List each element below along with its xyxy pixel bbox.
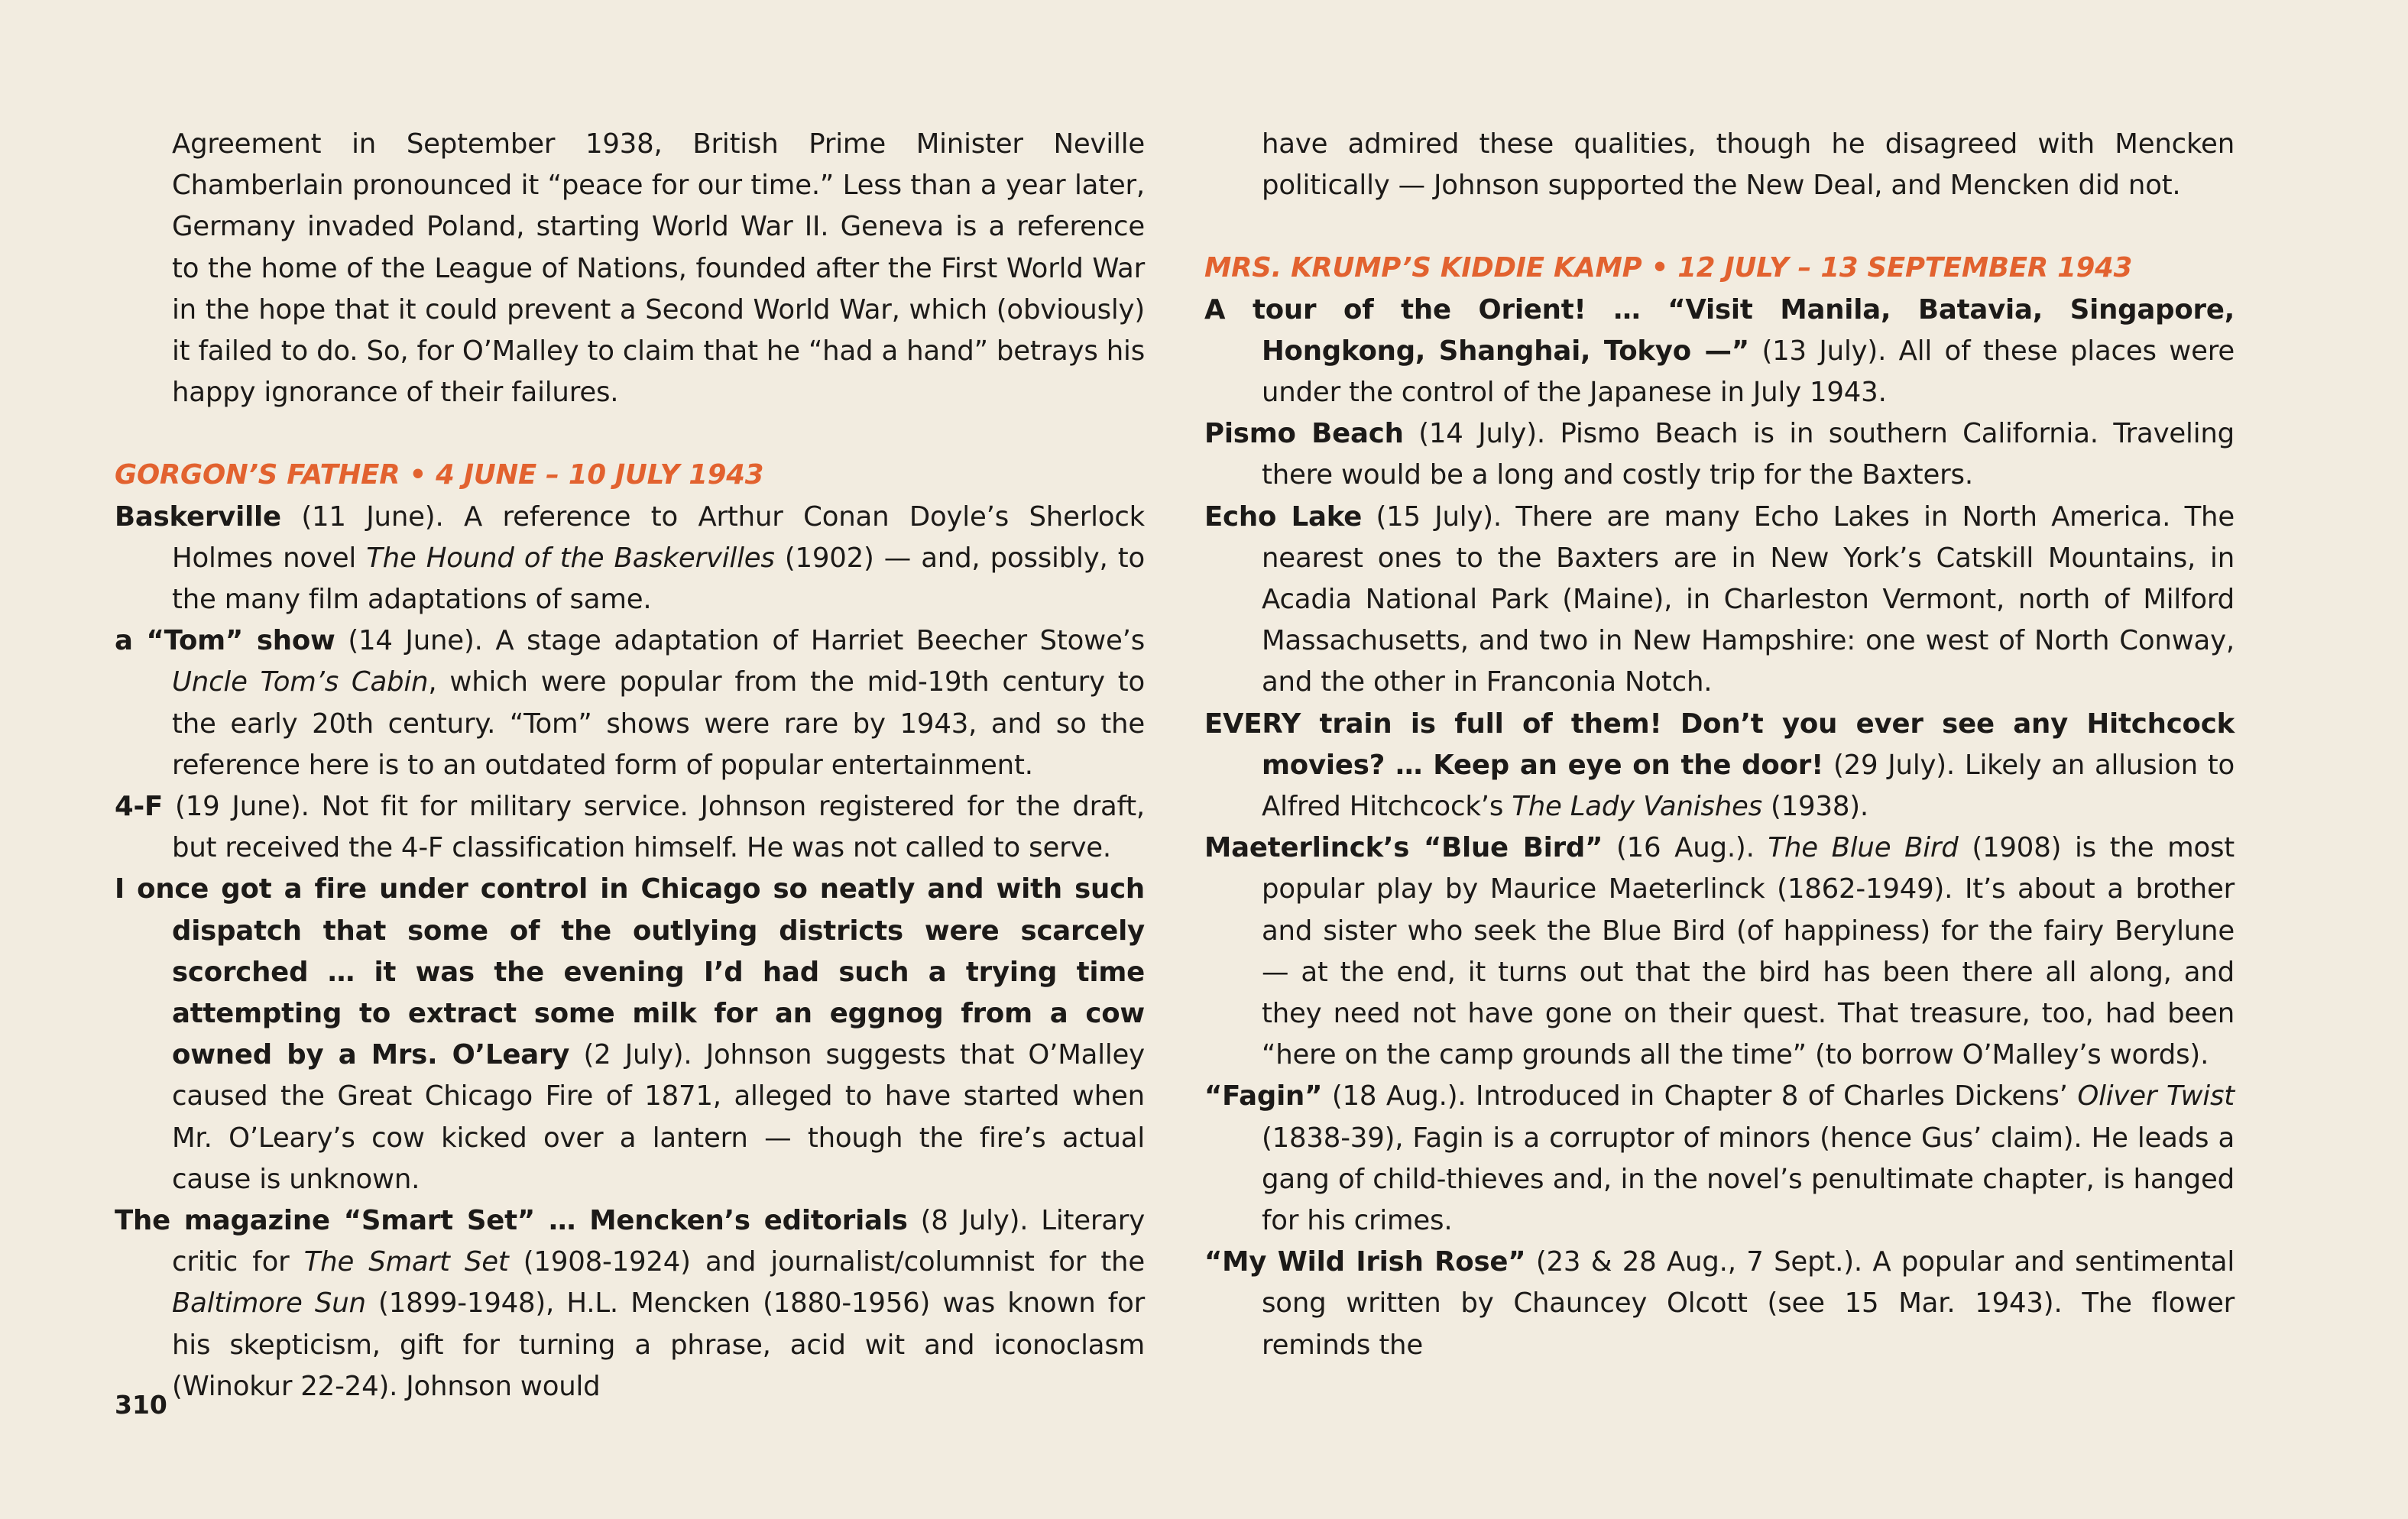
entry-text: (14 July). Pismo Beach is in southern California. Traveling there would be a long and costly trip for the Baxters. [1262,418,2235,491]
entry-text: (1838-39), Fagin is a corruptor of minors (hence Gus’ claim). He leads a gang of child-thieves and, in the novel’s penultimate chapter, is hanged for his crimes. [1262,1122,2235,1237]
entry-term: Maeterlinck’s “Blue Bird” [1204,832,1603,864]
entry-term: a “Tom” show [115,625,335,657]
entry-title: Uncle Tom’s Cabin [172,666,429,698]
entry-text: (11 June). A reference to Arthur Conan Doyle’s Sherlock Holmes novel [172,500,1145,574]
entry-term: Pismo Beach [1204,418,1404,450]
entry-text: (1908) is the most popular play by Maurice Maeterlinck (1862-1949). It’s about a brother and sister who seek the Blue Bird (of happiness) for the fairy Berylune — at the end, it turns out that the bird has been there all along, and they need not have gone on their quest. That treasure, too, had been “here on the camp grounds all the time” (to borrow O’Malley’s words). [1262,832,2235,1071]
entry-text: (19 June). Not fit for military service. Johnson registered for the draft, but received the 4-F classification himself. He was not called to serve. [163,791,1145,864]
entry-term: Echo Lake [1204,500,1363,533]
continuation-paragraph: have admired these qualities, though he disagreed with Mencken politically — Johnson supported the New Deal, and Mencken did not. [1262,128,2235,202]
left-column [115,124,1145,1407]
entry-title: The Blue Bird [1768,832,1959,864]
annotation-entry-wild-irish-rose [1204,1242,2235,1366]
entry-term: Baskerville [115,500,281,533]
entry-text: (13 July). All of these places were under the control of the Japanese in July 1943. [1262,335,2235,409]
entry-text: (8 July). Literary critic for [172,1205,1146,1278]
entry-text: (16 Aug.). [1603,832,1768,864]
entry-text: (15 July). There are many Echo Lakes in North America. The nearest ones to the Baxters are in New York’s Catskill Mountains, in Acadia National Park (Maine), in Charleston Vermont, north of Milford Massachusetts, and two in New Hampshire: one west of North Conway, and the other in Franconia Notch. [1262,500,2235,698]
entry-text: (1899-1948), H.L. Mencken (1880-1956) was known for his skepticism, gift for turning a phrase, acid wit and iconoclasm (Winokur 22-24). Johnson would [172,1287,1145,1402]
annotation-entry-chicago-fire [115,869,1145,1200]
annotation-entry-fagin [1204,1076,2235,1242]
annotation-entry-blue-bird [1204,828,2235,1076]
right-column [1204,124,2235,1366]
annotation-entry-hitchcock [1204,704,2235,828]
entry-title: The Lady Vanishes [1512,791,1762,823]
entry-text: , which were popular from the mid-19th century to the early 20th century. “Tom” shows were rare by 1943, and so the reference here is to an outdated form of popular entertainment. [172,666,1145,781]
annotation-entry-4f [115,786,1145,869]
entry-term: “My Wild Irish Rose” [1204,1246,1526,1278]
annotation-entry-baskerville [115,497,1145,621]
entry-title: Baltimore Sun [172,1287,366,1320]
entry-term: I once got a fire under control in Chicago so neatly and with such dispatch that some of the outlying districts were scarcely scorched … it was the evening I’d had such a trying time attempting to extract some milk for an eggnog from a cow owned by a Mrs. O’Leary [115,873,1145,1071]
entry-title: The Hound of the Baskervilles [366,542,775,574]
entry-term: 4-F [115,791,164,823]
section-heading: GORGON’S FATHER • 4 JUNE – 10 JULY 1943 [115,459,764,491]
section-heading: MRS. KRUMP’S KIDDIE KAMP • 12 JULY – 13 SEPTEMBER 1943 [1204,252,2133,284]
entry-text: (1902) — and, possibly, to the many film adaptations of same. [172,542,1145,616]
page-number: 310 [115,1390,167,1420]
entry-title: Oliver Twist [2077,1080,2235,1113]
annotation-entry-smart-set [115,1200,1145,1407]
entry-text: (29 July). Likely an allusion to Alfred Hitchcock’s [1262,749,2235,823]
entry-term: EVERY train is full of them! Don’t you ever see any Hitchcock movies? … Keep an eye on the door! [1204,708,2235,781]
entry-title: The Smart Set [303,1246,509,1278]
entry-term: The magazine “Smart Set” … Mencken’s editorials [115,1205,908,1237]
annotation-entry-echo-lake [1204,497,2235,704]
entry-text: (14 June). A stage adaptation of Harriet Beecher Stowe’s [335,625,1145,657]
entry-text: (2 July). Johnson suggests that O’Malley caused the Great Chicago Fire of 1871, alleged to have started when Mr. O’Leary’s cow kicked over a lantern — though the fire’s actual cause is unknown. [172,1039,1145,1195]
annotation-entry-pismo-beach [1204,413,2235,496]
entry-text: (1938). [1761,791,1868,823]
annotation-entry-tom-show [115,620,1145,786]
entry-text: (18 Aug.). Introduced in Chapter 8 of Charles Dickens’ [1322,1080,2078,1113]
continuation-paragraph: Agreement in September 1938, British Prime Minister Neville Chamberlain pronounced it “peace for our time.” Less than a year later, Germany invaded Poland, starting World War II. Geneva is a reference to the home of the League of Nations, founded after the First World War in the hope that it could prevent a Second World War, which (obviously) it failed to do. So, for O’Malley to claim that he “had a hand” betrays his happy ignorance of their failures. [172,128,1145,409]
entry-term: A tour of the Orient! … “Visit Manila, Batavia, Singapore, Hongkong, Shanghai, Tokyo —” [1204,293,2235,367]
entry-text: (1908-1924) and journalist/columnist for the [508,1246,1145,1278]
entry-text: (23 & 28 Aug., 7 Sept.). A popular and sentimental song written by Chauncey Olcott (see 15 Mar. 1943). The flower reminds the [1262,1246,2235,1361]
entry-term: “Fagin” [1204,1080,1323,1113]
annotation-entry-orient-tour [1204,290,2235,414]
